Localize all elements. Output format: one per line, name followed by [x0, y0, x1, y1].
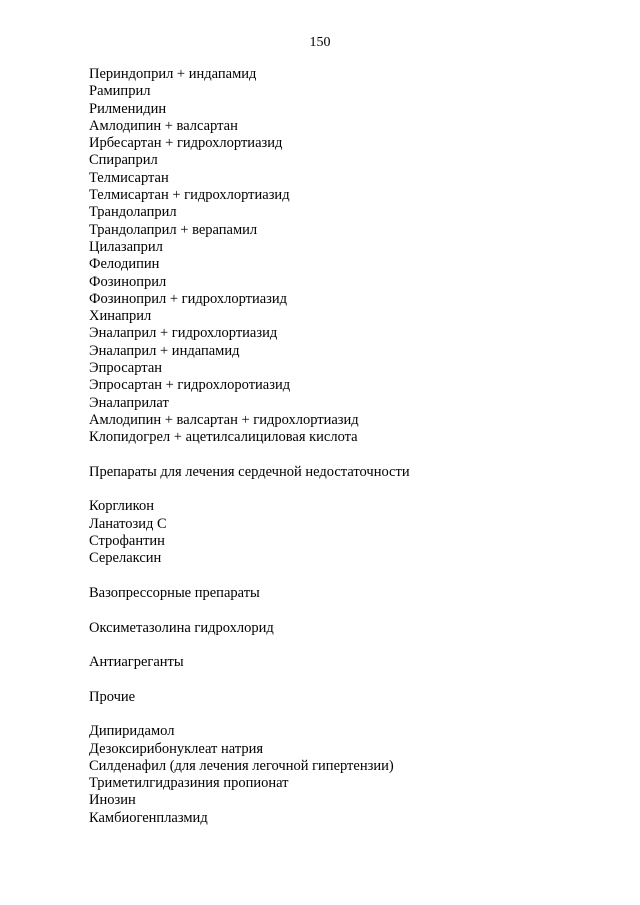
section-heading-vasopressors: Вазопрессорные препараты [89, 584, 260, 601]
list-item: Ланатозид С [89, 515, 167, 532]
list-item: Эпросартан [89, 360, 163, 377]
list-item: Эпросартан + гидрохлоротиазид [89, 377, 291, 394]
list-item: Оксиметазолина гидрохлорид [89, 619, 274, 636]
section-heading-heart-failure: Препараты для лечения сердечной недостаточности [89, 463, 410, 480]
list-item: Дипиридамол [89, 723, 175, 740]
list-item: Телмисартан + гидрохлортиазид [89, 187, 290, 204]
list-item: Фозиноприл + гидрохлортиазид [89, 290, 288, 307]
list-item: Периндоприл + индапамид [89, 66, 257, 82]
list-item: Инозин [89, 792, 136, 809]
page-number: 150 [309, 35, 331, 50]
list-item: Силденафил (для лечения легочной гипертензии) [89, 757, 394, 774]
list-item: Ирбесартан + гидрохлортиазид [89, 135, 283, 152]
list-item: Рилменидин [89, 100, 167, 117]
drug-list-other [89, 723, 609, 827]
list-item: Рамиприл [89, 83, 151, 100]
drug-list-antihypertensive [89, 66, 609, 447]
drug-list-heart-failure [89, 498, 609, 567]
list-item: Амлодипин + валсартан + гидрохлортиазид [89, 411, 359, 428]
list-item: Цилазаприл [89, 238, 163, 255]
list-item: Фелодипин [89, 256, 160, 273]
list-item: Трандолаприл + верапамил [89, 221, 258, 238]
list-item: Амлодипин + валсартан [89, 117, 238, 134]
spacer [89, 568, 609, 585]
list-item: Спираприл [89, 152, 158, 169]
list-item: Трандолаприл [89, 204, 177, 221]
list-item: Строфантин [89, 533, 165, 550]
spacer [89, 671, 609, 688]
list-item: Клопидогрел + ацетилсалициловая кислота [89, 429, 358, 446]
list-item: Триметилгидразиния пропионат [89, 775, 289, 792]
section-heading-antiaggregants: Антиагреганты [89, 654, 184, 671]
list-item: Дезоксирибонуклеат натрия [89, 740, 264, 757]
document-body [89, 66, 609, 827]
list-item: Эналаприл + индапамид [89, 342, 240, 359]
list-item: Камбиогенплазмид [89, 809, 208, 826]
section-heading-other: Прочие [89, 688, 136, 705]
spacer [89, 447, 609, 464]
list-item: Эналаприлат [89, 394, 169, 411]
spacer [89, 602, 609, 619]
list-item: Серелаксин [89, 550, 162, 567]
list-item: Фозиноприл [89, 273, 167, 290]
list-item: Эналаприл + гидрохлортиазид [89, 325, 278, 342]
spacer [89, 706, 609, 723]
list-item: Хинаприл [89, 308, 152, 325]
list-item: Коргликон [89, 498, 154, 515]
spacer [89, 637, 609, 654]
spacer [89, 481, 609, 498]
list-item: Телмисартан [89, 169, 169, 186]
